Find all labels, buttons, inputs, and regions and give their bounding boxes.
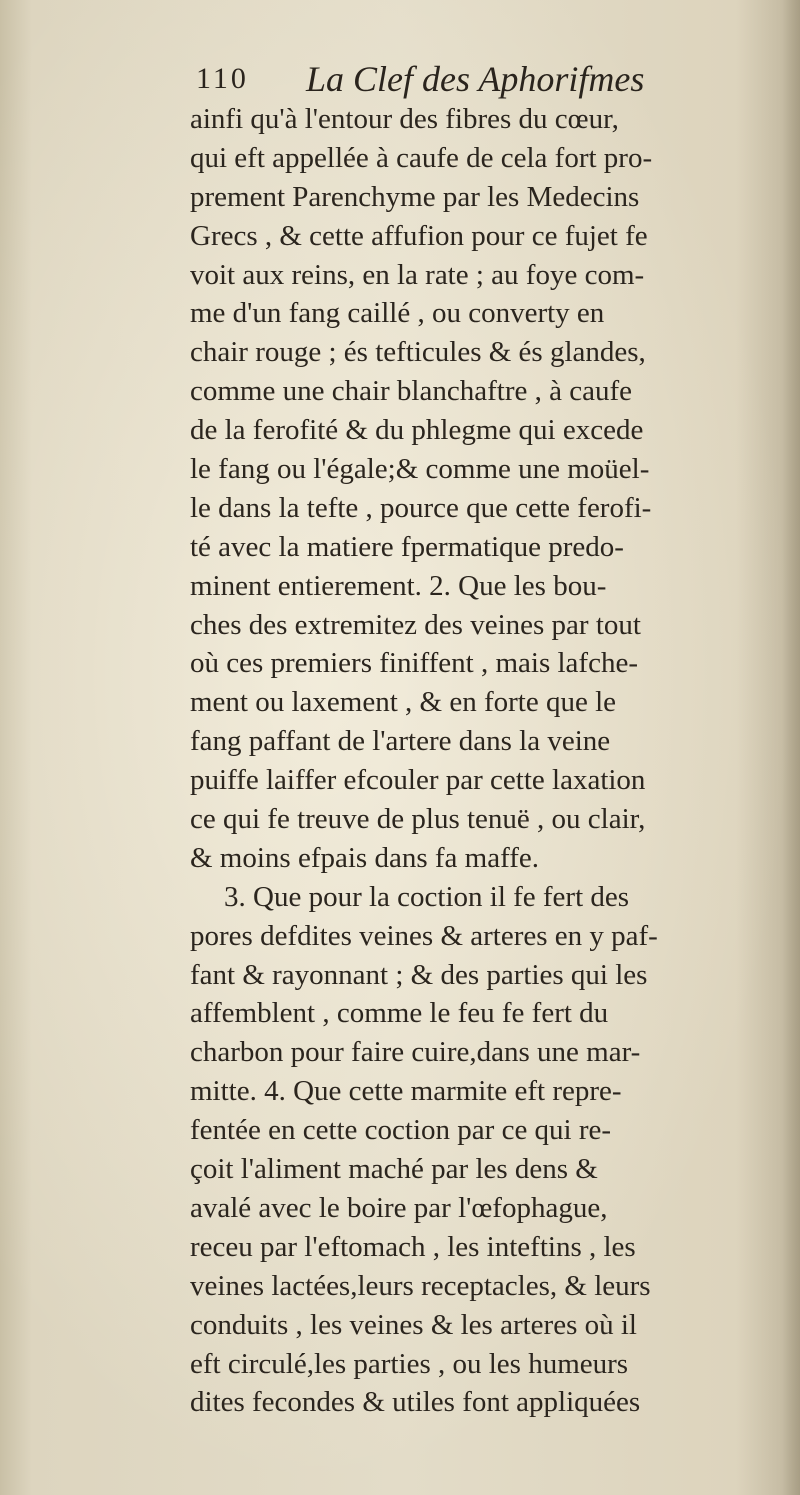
running-title: La Clef des Aphorifmes — [306, 59, 645, 99]
text-line: pores defdites veines & arteres en y paf- — [190, 919, 658, 952]
text-line: charbon pour faire cuire,dans une mar- — [190, 1036, 641, 1069]
text-line: le dans la tefte , pource que cette ferofi- — [190, 491, 652, 524]
text-line: & moins efpais dans fa maffe. — [190, 841, 539, 874]
text-line: me d'un fang caillé , ou converty en — [190, 297, 605, 330]
text-line: fant & rayonnant ; & des parties qui les — [190, 958, 648, 991]
text-line: receu par l'eftomach , les inteftins , les — [190, 1230, 636, 1263]
text-line: veines lactées,leurs receptacles, & leurs — [190, 1269, 651, 1302]
text-line: fang paffant de l'artere dans la veine — [190, 725, 611, 758]
text-line: mitte. 4. Que cette marmite eft repre- — [190, 1075, 622, 1108]
text-line: ches des extremitez des veines par tout — [190, 608, 641, 641]
page-header — [196, 58, 776, 106]
page-edge-shadow — [782, 0, 800, 1495]
text-line: qui eft appellée à caufe de cela fort pro- — [190, 141, 653, 174]
text-line: eft circulé,les parties , ou les humeurs — [190, 1347, 629, 1380]
text-line: affemblent , comme le feu fe fert du — [190, 997, 609, 1030]
text-line: voit aux reins, en la rate ; au foye com- — [190, 258, 645, 291]
text-line: prement Parenchyme par les Medecins — [190, 180, 640, 213]
text-line: fentée en cette coction par ce qui re- — [190, 1114, 612, 1147]
text-line: chair rouge ; és tefticules & és glandes, — [190, 336, 646, 369]
text-line: le fang ou l'égale;& comme une moüel- — [190, 453, 650, 486]
page-number: 110 — [196, 62, 249, 95]
body-text — [190, 100, 770, 1422]
text-line: té avec la matiere fpermatique predo- — [190, 530, 624, 563]
text-line: Grecs , & cette affufion pour ce fujet fe — [190, 219, 648, 252]
text-line: avalé avec le boire par l'œfophague, — [190, 1191, 608, 1224]
text-line: çoit l'aliment maché par les dens & — [190, 1153, 598, 1186]
text-line: où ces premiers finiffent , mais lafche- — [190, 647, 638, 680]
text-line: 3. Que pour la coction il fe fert des — [224, 880, 630, 913]
text-line: de la ferofité & du phlegme qui excede — [190, 414, 644, 447]
text-line: conduits , les veines & les arteres où il — [190, 1308, 637, 1341]
text-line: ce qui fe treuve de plus tenuë , ou clair, — [190, 803, 646, 836]
text-line: ment ou laxement , & en forte que le — [190, 686, 616, 719]
text-line: puiffe laiffer efcouler par cette laxation — [190, 764, 646, 797]
text-line: comme une chair blanchaftre , à caufe — [190, 375, 632, 408]
text-line: ainfi qu'à l'entour des fibres du cœur, — [190, 103, 619, 135]
text-line: dites fecondes & utiles font appliquées — [190, 1386, 641, 1419]
text-line: minent entierement. 2. Que les bou- — [190, 569, 607, 602]
